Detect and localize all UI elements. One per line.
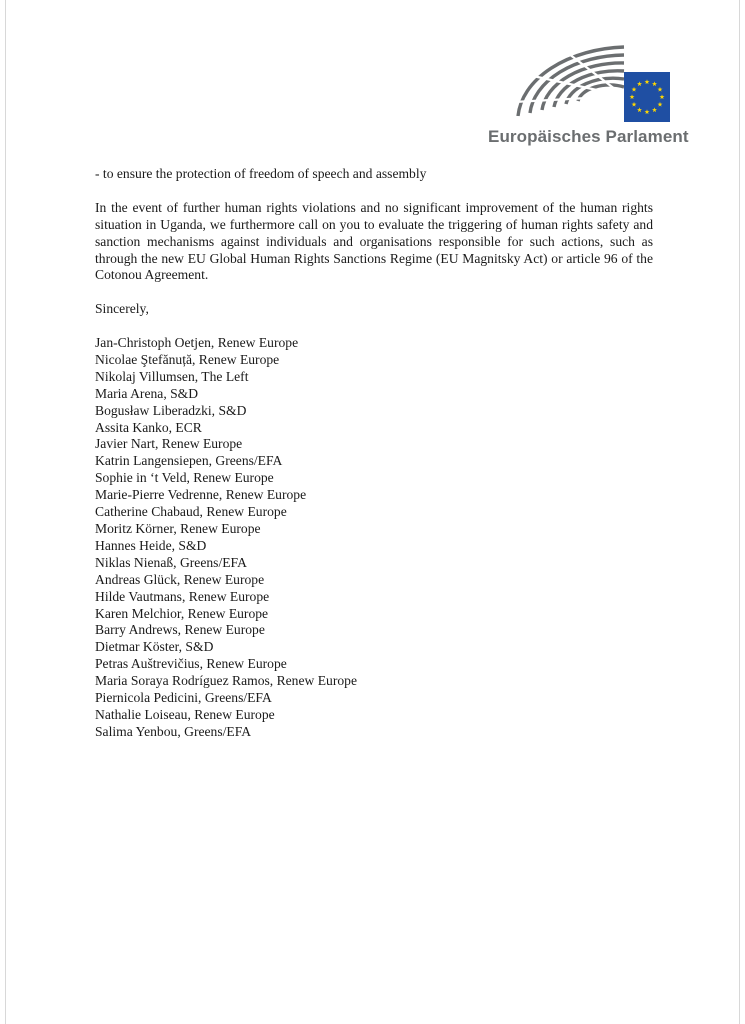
signatory: Bogusław Liberadzki, S&D [95, 402, 247, 418]
signatory: Dietmar Köster, S&D [95, 639, 214, 655]
eu-flag-icon [624, 72, 670, 122]
signatory: Nathalie Loiseau, Renew Europe [95, 706, 275, 722]
signatory: Maria Arena, S&D [95, 385, 199, 401]
signatory: Catherine Chabaud, Renew Europe [95, 504, 287, 520]
logo-emblem [486, 38, 686, 126]
signatory: Barry Andrews, Renew Europe [95, 622, 265, 638]
logo-wordmark: Europäisches Parlament [488, 127, 689, 146]
page-edge-right [739, 0, 740, 1024]
letter-body [95, 166, 653, 741]
signatory: Salima Yenbou, Greens/EFA [95, 723, 252, 739]
signatory: Andreas Glück, Renew Europe [95, 571, 265, 587]
signatory: Nicolae Ştefănuță, Renew Europe [95, 351, 280, 367]
signatory: Katrin Langensiepen, Greens/EFA [95, 453, 283, 469]
european-parliament-logo [486, 38, 689, 153]
signatory: Marie-Pierre Vedrenne, Renew Europe [95, 487, 307, 503]
letter-closing: Sincerely, [95, 301, 149, 317]
signatory: Jan-Christoph Oetjen, Renew Europe [95, 335, 299, 351]
letter-bullet: - to ensure the protection of freedom of speech and assembly [95, 166, 427, 181]
signatory: Assita Kanko, ECR [95, 419, 202, 435]
page-edge-left [5, 0, 6, 1024]
hemicycle-icon [518, 47, 624, 116]
signatory: Hilde Vautmans, Renew Europe [95, 588, 270, 604]
signatory: Maria Soraya Rodríguez Ramos, Renew Europe [95, 673, 357, 689]
signatory: Piernicola Pedicini, Greens/EFA [95, 690, 272, 706]
signatory: Sophie in ‘t Veld, Renew Europe [95, 470, 274, 486]
signatory: Hannes Heide, S&D [95, 537, 207, 553]
signatory: Javier Nart, Renew Europe [95, 436, 243, 452]
signatory: Niklas Nienaß, Greens/EFA [95, 554, 247, 570]
signatory: Petras Auštrevičius, Renew Europe [95, 656, 287, 672]
signatory: Nikolaj Villumsen, The Left [95, 368, 249, 384]
signatory: Moritz Körner, Renew Europe [95, 520, 261, 536]
letter-paragraph: In the event of further human rights violations and no significant improvement of the human rights situation in Uganda, we furthermore call on you to evaluate the triggering of human rights safety and sanction mechanisms against individuals and organisations responsible for such actions, such as through the new EU Global Human Rights Sanctions Regime (EU Magnitsky Act) or article 96 of the Cotonou Agreement. [95, 199, 653, 283]
hemicycle-aisles [514, 44, 624, 102]
signatory: Karen Melchior, Renew Europe [95, 605, 269, 621]
signatory-list [95, 335, 653, 741]
